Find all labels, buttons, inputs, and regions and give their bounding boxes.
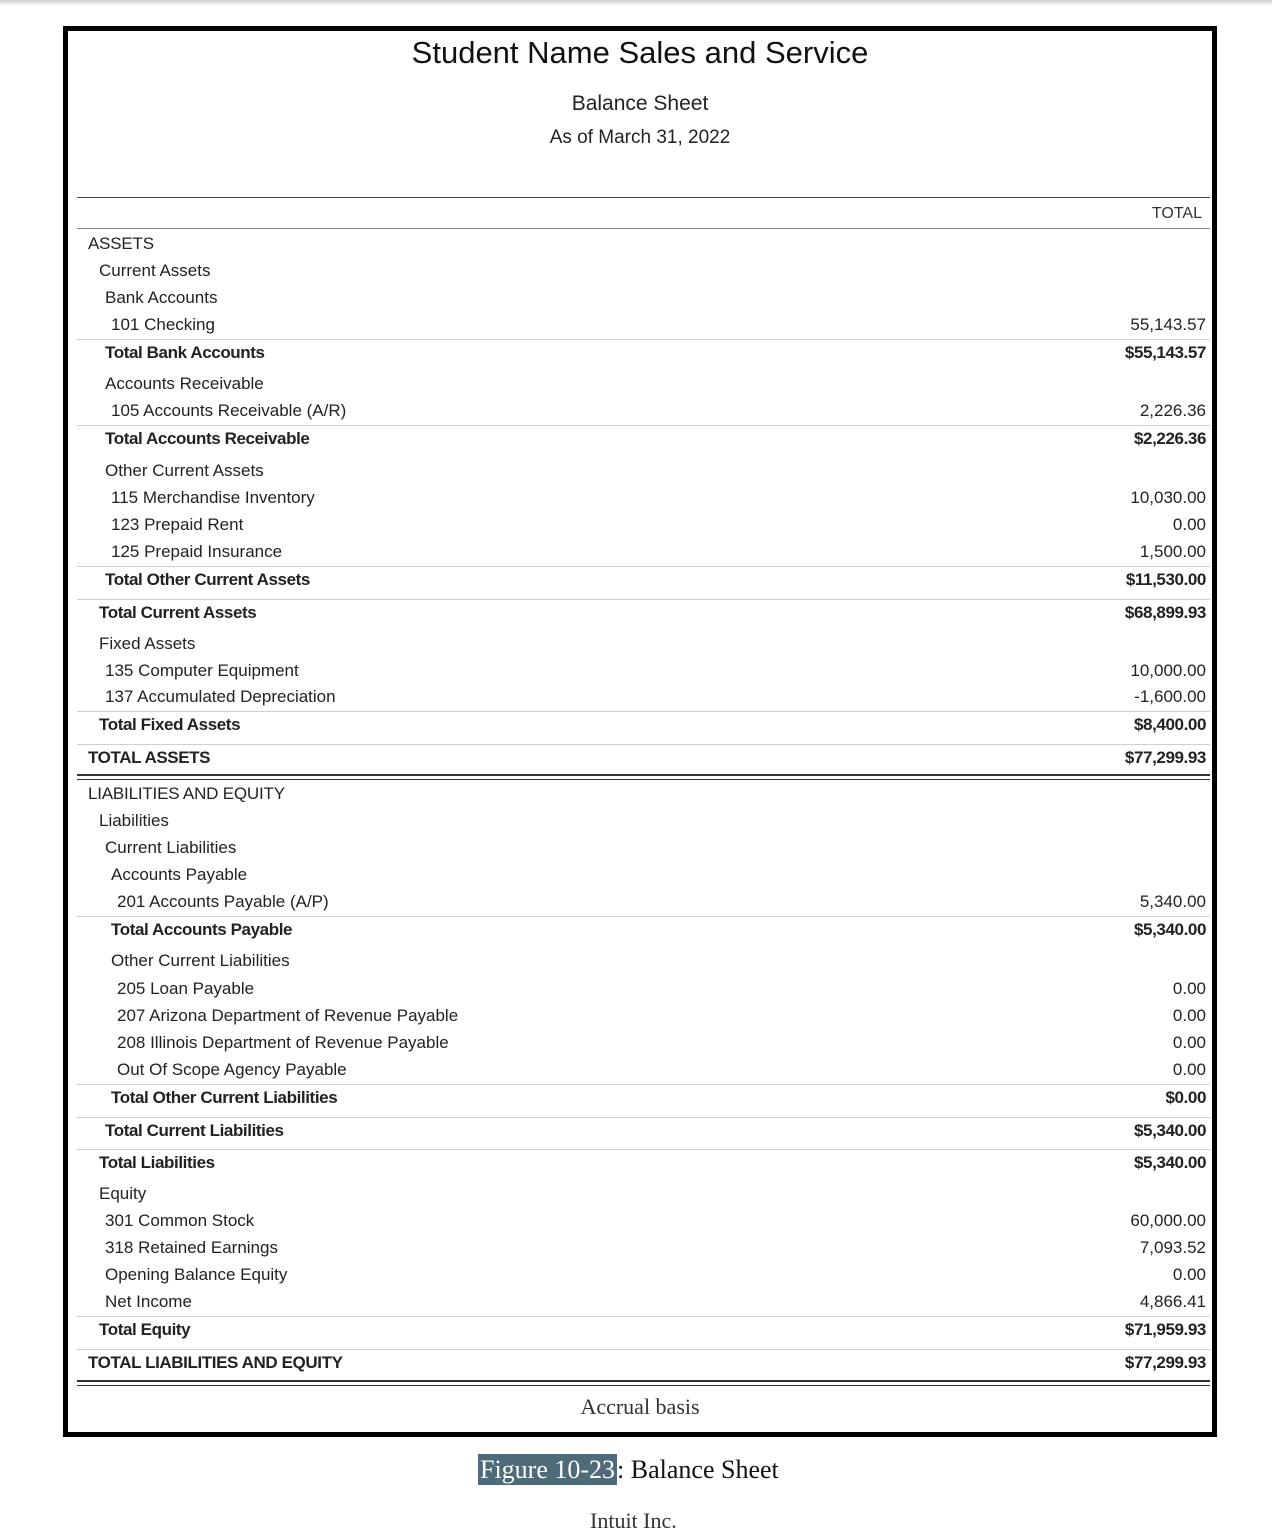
group-heading-equity xyxy=(77,1181,1210,1208)
row-amount: 0.00 xyxy=(1172,979,1206,998)
row-label: Equity xyxy=(99,1184,147,1203)
row-label: 115 Merchandise Inventory xyxy=(111,488,315,507)
row-amount: 10,000.00 xyxy=(1130,661,1206,680)
liabilities-double-rule xyxy=(77,1380,1210,1386)
row-label: Current Assets xyxy=(99,261,211,280)
row-amount: $68,899.93 xyxy=(1124,603,1206,622)
total-row-liabilities xyxy=(77,1149,1210,1177)
row-amount: 10,030.00 xyxy=(1130,488,1206,507)
row-amount: -1,600.00 xyxy=(1134,687,1206,706)
group-heading-other-current-assets xyxy=(77,458,1210,485)
group-heading-other-current-liabilities xyxy=(77,948,1210,975)
row-label: Accounts Payable xyxy=(111,865,248,884)
row-amount: 60,000.00 xyxy=(1130,1211,1206,1230)
row-amount: $0.00 xyxy=(1165,1088,1206,1107)
row-label: 318 Retained Earnings xyxy=(105,1238,278,1257)
row-amount: 2,226.36 xyxy=(1139,401,1206,420)
account-row-accounts-payable xyxy=(77,889,1210,916)
row-amount: $77,299.93 xyxy=(1124,748,1206,767)
section-heading-assets xyxy=(77,231,1210,258)
row-amount: 4,866.41 xyxy=(1139,1292,1206,1311)
row-amount: 5,340.00 xyxy=(1139,892,1206,911)
total-row-bank-accounts xyxy=(77,339,1210,367)
row-label: Total Fixed Assets xyxy=(99,715,241,734)
total-row-fixed-assets xyxy=(77,711,1210,739)
row-amount: $11,530.00 xyxy=(1125,570,1206,589)
account-row-accounts-receivable xyxy=(77,398,1210,425)
row-amount: 7,093.52 xyxy=(1139,1238,1206,1257)
row-amount: $5,340.00 xyxy=(1133,1153,1206,1172)
total-row-current-liabilities xyxy=(77,1117,1210,1145)
total-row-other-current-assets xyxy=(77,566,1210,594)
group-heading-fixed-assets xyxy=(77,631,1210,658)
row-label: 105 Accounts Receivable (A/R) xyxy=(111,401,347,420)
row-label: Bank Accounts xyxy=(105,288,218,307)
account-row-prepaid-rent xyxy=(77,512,1210,539)
group-heading-current-liabilities xyxy=(77,835,1210,862)
account-row-merchandise-inventory xyxy=(77,485,1210,512)
row-label: Other Current Liabilities xyxy=(111,951,290,970)
row-label: Net Income xyxy=(105,1292,192,1311)
row-label: TOTAL LIABILITIES AND EQUITY xyxy=(88,1353,343,1372)
total-row-accounts-receivable xyxy=(77,425,1210,453)
row-amount: 0.00 xyxy=(1172,1265,1206,1284)
row-label: 125 Prepaid Insurance xyxy=(111,542,283,561)
row-label: 135 Computer Equipment xyxy=(105,661,299,680)
figure-caption-text: : Balance Sheet xyxy=(617,1455,779,1484)
account-row-out-of-scope-agency-payable xyxy=(77,1057,1210,1084)
account-row-prepaid-insurance xyxy=(77,539,1210,566)
total-row-accounts-payable xyxy=(77,916,1210,944)
report-date: As of March 31, 2022 xyxy=(549,127,731,148)
group-heading-accounts-payable xyxy=(77,862,1210,889)
total-row-liabilities-and-equity xyxy=(77,1349,1210,1377)
row-label: 201 Accounts Payable (A/P) xyxy=(117,892,329,911)
row-label: 123 Prepaid Rent xyxy=(111,515,244,534)
row-amount: 0.00 xyxy=(1172,1060,1206,1079)
row-label: Total Accounts Receivable xyxy=(105,429,310,448)
total-row-total-assets xyxy=(77,744,1210,772)
row-label: Total Accounts Payable xyxy=(111,920,293,939)
row-label: Liabilities xyxy=(99,811,169,830)
account-row-accumulated-depreciation xyxy=(77,684,1210,711)
row-label: 101 Checking xyxy=(111,315,215,334)
row-amount: 0.00 xyxy=(1172,515,1206,534)
total-row-other-current-liabilities xyxy=(77,1084,1210,1112)
report-title: Balance Sheet xyxy=(571,92,709,115)
column-header-divider xyxy=(77,228,1210,229)
row-label: Opening Balance Equity xyxy=(105,1265,288,1284)
row-amount: $5,340.00 xyxy=(1133,1121,1206,1140)
row-amount: $55,143.57 xyxy=(1124,343,1206,362)
account-row-common-stock xyxy=(77,1208,1210,1235)
row-label: Accounts Receivable xyxy=(105,374,264,393)
row-label: Total Current Assets xyxy=(99,603,257,622)
row-label: 137 Accumulated Depreciation xyxy=(105,687,336,706)
account-row-illinois-revenue-payable xyxy=(77,1030,1210,1057)
row-label: Fixed Assets xyxy=(99,634,196,653)
report-basis: Accrual basis xyxy=(580,1394,700,1419)
row-label: 208 Illinois Department of Revenue Payable xyxy=(117,1033,449,1052)
page-top-shadow xyxy=(0,0,1272,6)
section-heading-liabilities-and-equity xyxy=(77,781,1210,808)
row-label: 205 Loan Payable xyxy=(117,979,255,998)
group-heading-accounts-receivable xyxy=(77,371,1210,398)
row-label: Total Liabilities xyxy=(99,1153,215,1172)
row-label: Total Equity xyxy=(99,1320,191,1339)
account-row-net-income xyxy=(77,1289,1210,1316)
row-amount: 0.00 xyxy=(1172,1033,1206,1052)
row-amount: 0.00 xyxy=(1172,1006,1206,1025)
account-row-arizona-revenue-payable xyxy=(77,1003,1210,1030)
row-label: Current Liabilities xyxy=(105,838,237,857)
account-row-opening-balance-equity xyxy=(77,1262,1210,1289)
balance-sheet-report xyxy=(63,26,1217,1437)
column-header-total: TOTAL xyxy=(1151,205,1202,222)
row-label: 207 Arizona Department of Revenue Payable xyxy=(117,1006,459,1025)
account-row-loan-payable xyxy=(77,976,1210,1003)
row-amount: 55,143.57 xyxy=(1130,315,1206,334)
assets-double-rule xyxy=(77,774,1210,780)
company-name: Student Name Sales and Service xyxy=(411,35,869,70)
account-row-retained-earnings xyxy=(77,1235,1210,1262)
row-label: Out Of Scope Agency Payable xyxy=(117,1060,347,1079)
row-amount: $8,400.00 xyxy=(1133,715,1206,734)
row-label: TOTAL ASSETS xyxy=(88,748,211,767)
total-row-equity xyxy=(77,1316,1210,1344)
account-row-checking xyxy=(77,312,1210,339)
header-divider xyxy=(77,197,1210,198)
row-label: ASSETS xyxy=(88,234,154,253)
row-label: Total Bank Accounts xyxy=(105,343,265,362)
row-amount: $77,299.93 xyxy=(1124,1353,1206,1372)
group-heading-bank-accounts xyxy=(77,285,1210,312)
row-label: LIABILITIES AND EQUITY xyxy=(88,784,285,803)
cut-off-source-text: Intuit Inc. xyxy=(590,1508,677,1533)
total-row-current-assets xyxy=(77,599,1210,627)
row-label: Total Other Current Assets xyxy=(105,570,310,589)
row-label: Other Current Assets xyxy=(105,461,264,480)
row-amount: 1,500.00 xyxy=(1139,542,1206,561)
row-label: Total Other Current Liabilities xyxy=(111,1088,338,1107)
row-amount: $2,226.36 xyxy=(1133,429,1206,448)
row-label: 301 Common Stock xyxy=(105,1211,255,1230)
row-amount: $71,959.93 xyxy=(1124,1320,1206,1339)
group-heading-liabilities xyxy=(77,808,1210,835)
row-amount: $5,340.00 xyxy=(1133,920,1206,939)
account-row-computer-equipment xyxy=(77,658,1210,685)
figure-caption-label: Figure 10-23 xyxy=(480,1455,616,1484)
group-heading-current-assets xyxy=(77,258,1210,285)
row-label: Total Current Liabilities xyxy=(105,1121,284,1140)
figure-caption xyxy=(478,1455,779,1485)
